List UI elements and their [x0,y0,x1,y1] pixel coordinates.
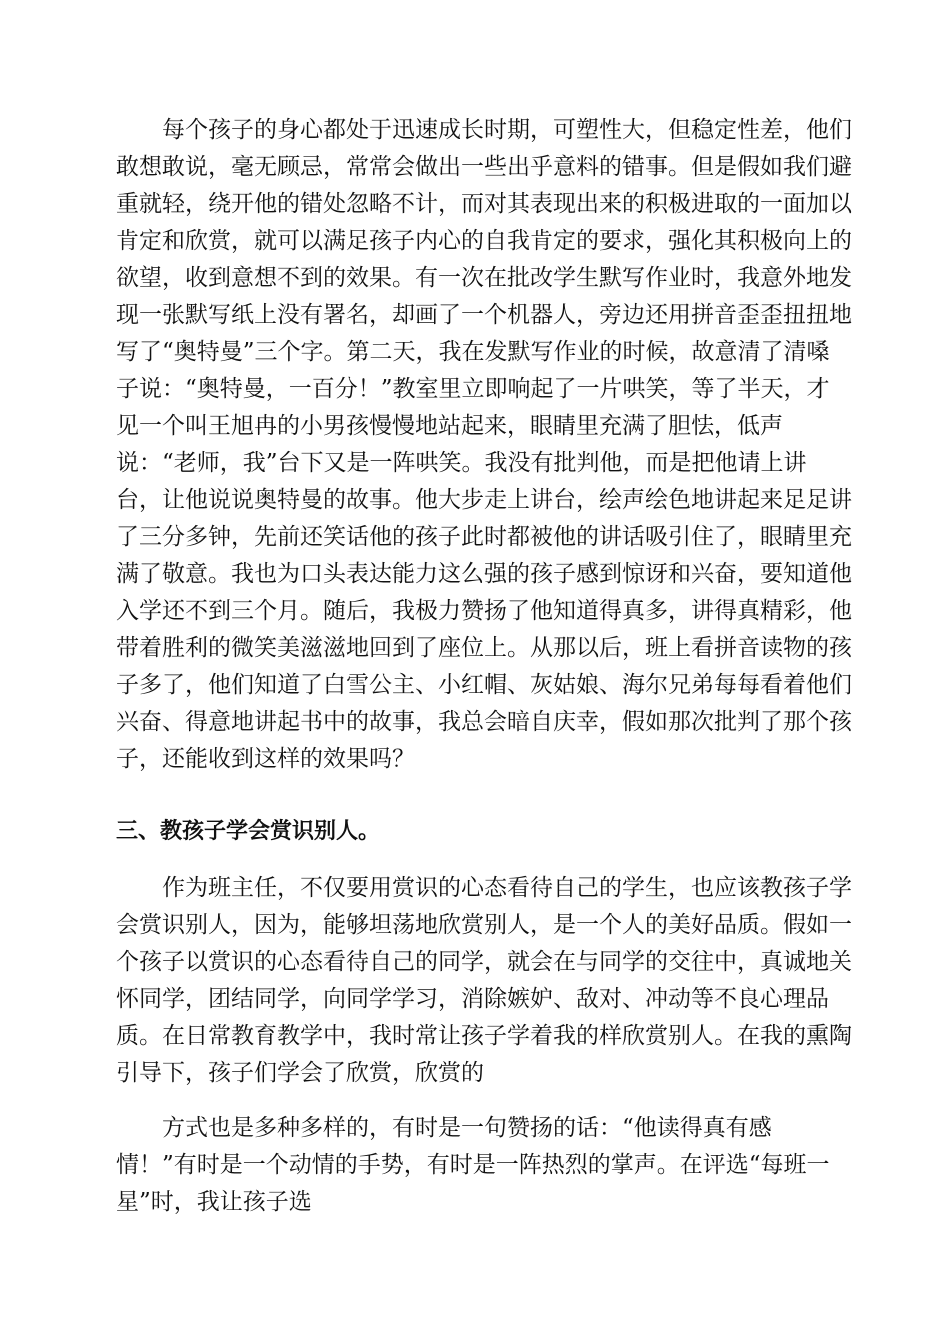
paragraph-2-line-4: 怀同学，团结同学，向同学学习，消除嫉妒、敌对、冲动等不良心理品 [116,986,829,1012]
paragraph-1-line-18: 子，还能收到这样的效果吗？ [116,746,415,772]
paragraph-1-line-13: 满了敬意。我也为口头表达能力这么强的孩子感到惊讶和兴奋，要知道他 [116,561,852,587]
paragraph-1-line-15: 带着胜利的微笑美滋滋地回到了座位上。从那以后，班上看拼音读物的孩 [116,635,852,661]
paragraph-1-line-10: 说：“老师，我”台下又是一阵哄笑。我没有批判他，而是把他请上讲 [116,450,807,476]
paragraph-1-line-1: 每个孩子的身心都处于迅速成长时期，可塑性大，但稳定性差，他们 [162,117,852,143]
paragraph-1-line-17: 兴奋、得意地讲起书中的故事，我总会暗自庆幸，假如那次批判了那个孩 [116,709,852,735]
paragraph-2-line-5: 质。在日常教育教学中，我时常让孩子学着我的样欣赏别人。在我的熏陶 [116,1023,852,1049]
paragraph-2-line-6: 引导下，孩子们学会了欣赏，欣赏的 [116,1060,484,1086]
paragraph-2-line-3: 个孩子以赏识的心态看待自己的同学，就会在与同学的交往中，真诚地关 [116,949,852,975]
paragraph-1-line-11: 台，让他说说奥特曼的故事。他大步走上讲台，绘声绘色地讲起来足足讲 [116,487,852,513]
paragraph-3-line-1: 方式也是多种多样的，有时是一句赞扬的话：“他读得真有感 [162,1115,772,1141]
paragraph-1-line-2: 敢想敢说，毫无顾忌，常常会做出一些出乎意料的错事。但是假如我们避 [116,154,852,180]
paragraph-1-line-6: 现一张默写纸上没有署名，却画了一个机器人，旁边还用拼音歪歪扭扭地 [116,302,852,328]
paragraph-1-line-7: 写了“奥特曼”三个字。第二天，我在发默写作业的时候，故意清了清嗓 [116,339,830,365]
paragraph-1-line-14: 入学还不到三个月。随后，我极力赞扬了他知道得真多，讲得真精彩，他 [116,598,852,624]
paragraph-1-line-8: 子说：“奥特曼，一百分！”教室里立即响起了一片哄笑，等了半天，才 [116,376,830,402]
paragraph-1-line-12: 了三分多钟，先前还笑话他的孩子此时都被他的讲话吸引住了，眼睛里充 [116,524,852,550]
paragraph-2-line-2: 会赏识别人，因为，能够坦荡地欣赏别人，是一个人的美好品质。假如一 [116,912,852,938]
paragraph-3-line-2: 情！”有时是一个动情的手势，有时是一阵热烈的掌声。在评选“每班一 [116,1152,830,1178]
paragraph-1-line-5: 欲望，收到意想不到的效果。有一次在批改学生默写作业时，我意外地发 [116,265,852,291]
paragraph-1-line-9: 见一个叫王旭冉的小男孩慢慢地站起来，眼睛里充满了胆怯，低声 [116,413,783,439]
paragraph-1-line-3: 重就轻，绕开他的错处忽略不计，而对其表现出来的积极进取的一面加以 [116,191,852,217]
section-heading: 三、教孩子学会赏识别人。 [116,818,381,844]
paragraph-2-line-1: 作为班主任，不仅要用赏识的心态看待自己的学生，也应该教孩子学 [162,875,852,901]
paragraph-3-line-3: 星”时，我让孩子选 [116,1189,312,1215]
paragraph-1-line-4: 肯定和欣赏，就可以满足孩子内心的自我肯定的要求，强化其积极向上的 [116,228,852,254]
paragraph-1-line-16: 子多了，他们知道了白雪公主、小红帽、灰姑娘、海尔兄弟每每看着他们 [116,672,852,698]
